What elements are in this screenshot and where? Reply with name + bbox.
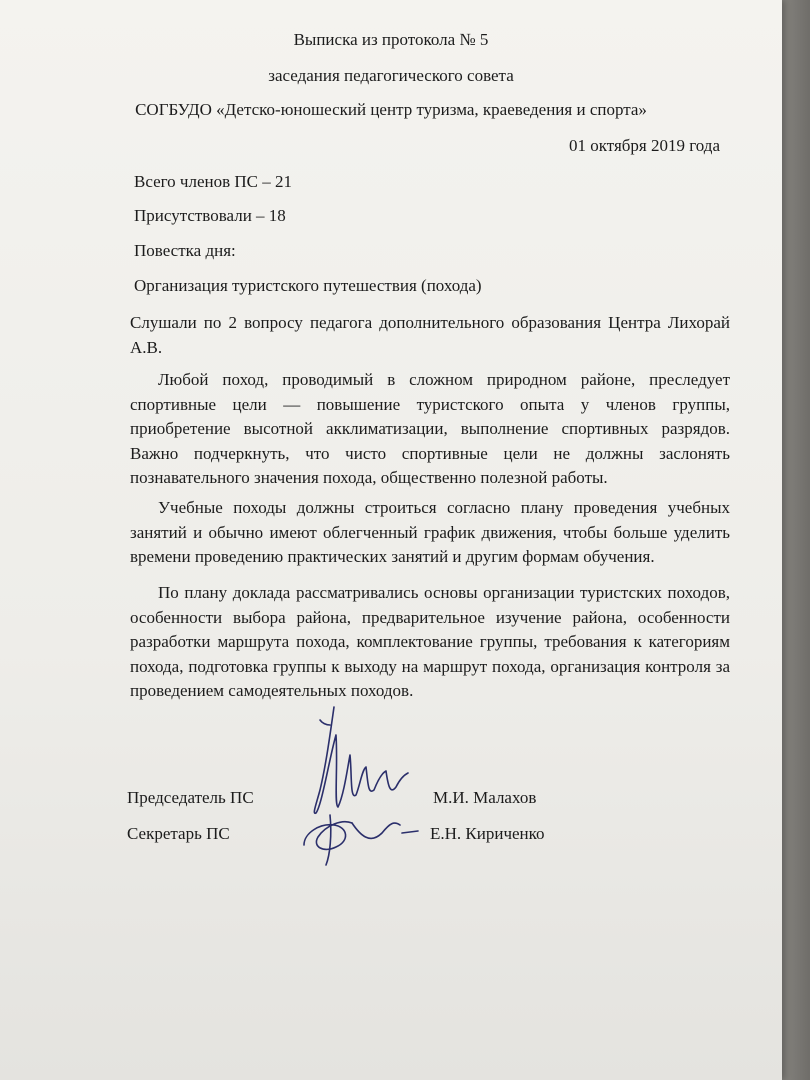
secretary-role: Секретарь ПС: [127, 824, 230, 843]
document-title: Выписка из протокола № 5: [293, 30, 489, 49]
document-subtitle: заседания педагогического совета: [268, 66, 514, 85]
handwritten-signature: [290, 695, 440, 870]
chair-role: Председатель ПС: [127, 788, 254, 807]
secretary-name: Е.Н. Кириченко: [430, 824, 545, 843]
agenda-item: Организация туристского путешествия (похода): [134, 276, 482, 295]
chair-name: М.И. Малахов: [433, 788, 537, 807]
heard-statement: Слушали по 2 вопросу педагога дополнительного образования Центра Лихорай А.В.: [130, 313, 730, 357]
paragraph-1: Любой поход, проводимый в сложном природном районе, преследует спортивные цели — повышение туристского опыта у членов группы, приобретение высотной акклиматизации, выполнение спортивных разрядов. Важно подчеркнуть, что чисто спортивные цели не должны заслонять познавательного значения похода, общественно полезной работы.: [130, 370, 730, 487]
paragraph-3: По плану доклада рассматривались основы организации туристских походов, особенности выбора района, предварительное изучение района, особенности разработки маршрута похода, комплектование группы, требования к категориям похода, подготовка группы к выходу на маршрут похода, организация контроля за проведением самодеятельных походов.: [130, 583, 730, 700]
total-members: Всего членов ПС – 21: [134, 172, 293, 191]
organization-name: СОГБУДО «Детско-юношеский центр туризма, краеведения и спорта»: [135, 100, 647, 119]
document-date: 01 октября 2019 года: [568, 136, 720, 155]
agenda-label: Повестка дня:: [134, 241, 236, 260]
present-count: Присутствовали – 18: [134, 206, 286, 225]
paragraph-2: Учебные походы должны строиться согласно плану проведения учебных занятий и обычно имеют облегченный график движения, чтобы больше уделить времени проведению практических занятий и другим формам обучения.: [130, 498, 730, 566]
